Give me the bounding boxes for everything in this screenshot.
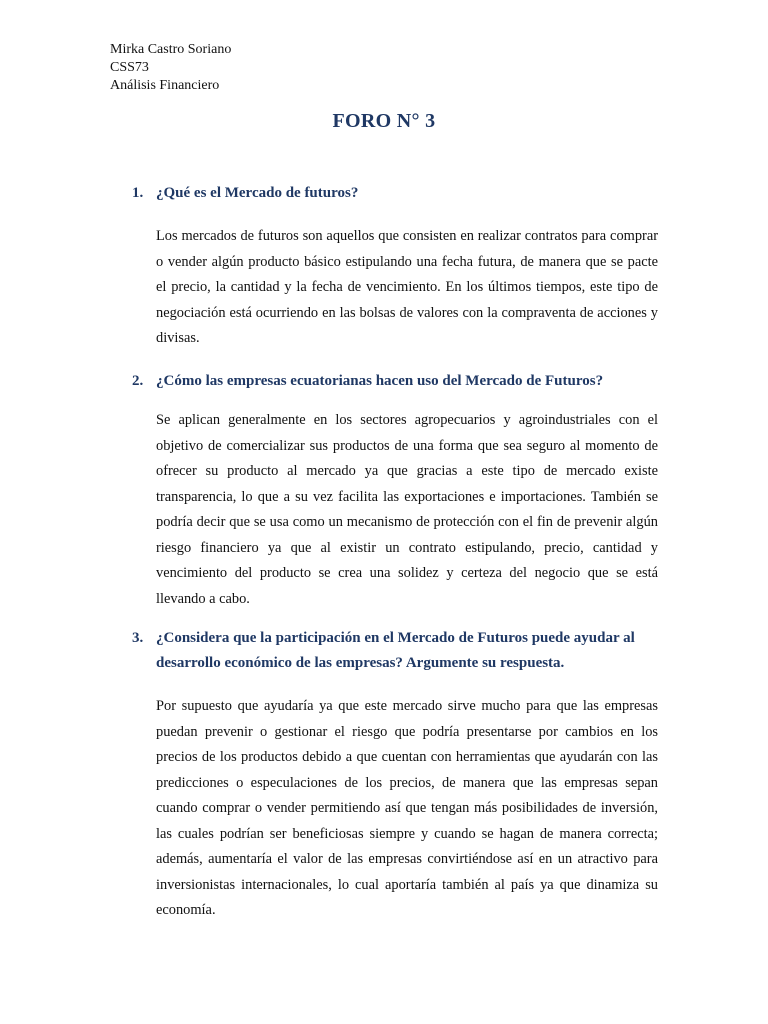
page-title: FORO N° 3 bbox=[332, 110, 436, 132]
answer-2: Se aplican generalmente en los sectores agropecuarios y agroindustriales con el objetivo de comercializar sus productos de una forma que sea seguro al momento de ofrecer su producto al mercado ya que gracias a este tipo de mercado existe transparencia, lo que a su vez facilita las exportaciones e importaciones. También se podría decir que se usa como un mecanismo de protección con el fin de prevenir algún riesgo financiero ya que al existir un contrato estipulando, precio, cantidad y vencimiento del producto se crea una solidez y certeza del negocio que se está llevando a cabo. bbox=[156, 412, 658, 607]
course-code: CSS73 bbox=[110, 60, 149, 75]
question-text: ¿Considera que la participación en el Mercado de Futuros puede ayudar al desarrollo económico de las empresas? Argumente su respuesta. bbox=[156, 630, 635, 671]
question-number: 2. bbox=[132, 373, 144, 389]
question-text: ¿Cómo las empresas ecuatorianas hacen uso del Mercado de Futuros? bbox=[156, 373, 604, 389]
question-number: 3. bbox=[132, 630, 144, 646]
subject-name: Análisis Financiero bbox=[110, 78, 220, 93]
answer-1: Los mercados de futuros son aquellos que consisten en realizar contratos para comprar o vender algún producto básico estipulando una fecha futura, de manera que se pacte el precio, la cantidad y la fecha de vencimiento. En los últimos tiempos, este tipo de negociación está ocurriendo en las bolsas de valores con la compraventa de acciones y divisas. bbox=[156, 228, 658, 346]
document-header bbox=[110, 41, 231, 95]
question-number: 1. bbox=[132, 185, 144, 201]
answer-3: Por supuesto que ayudaría ya que este mercado sirve mucho para que las empresas puedan prevenir o gestionar el riesgo que podría presentarse por cambios en los precios de los productos debido a que cuentan con herramientas que ayudarán con las predicciones o especulaciones de los precios, de manera que las empresas sepan cuando comprar o vender permitiendo así que tengan más posibilidades de inversión, las cuales podrían ser beneficiosas siempre y cuando se hagan de manera correcta; además, aumentaría el valor de las empresas convirtiéndose así en un atractivo para inversionistas internacionales, lo cual aportaría también al país ya que dinamiza su economía. bbox=[156, 698, 658, 918]
question-text: ¿Qué es el Mercado de futuros? bbox=[156, 185, 359, 201]
question-1 bbox=[132, 181, 662, 206]
question-2 bbox=[132, 369, 662, 394]
question-3 bbox=[132, 626, 662, 676]
author-name: Mirka Castro Soriano bbox=[110, 42, 232, 57]
